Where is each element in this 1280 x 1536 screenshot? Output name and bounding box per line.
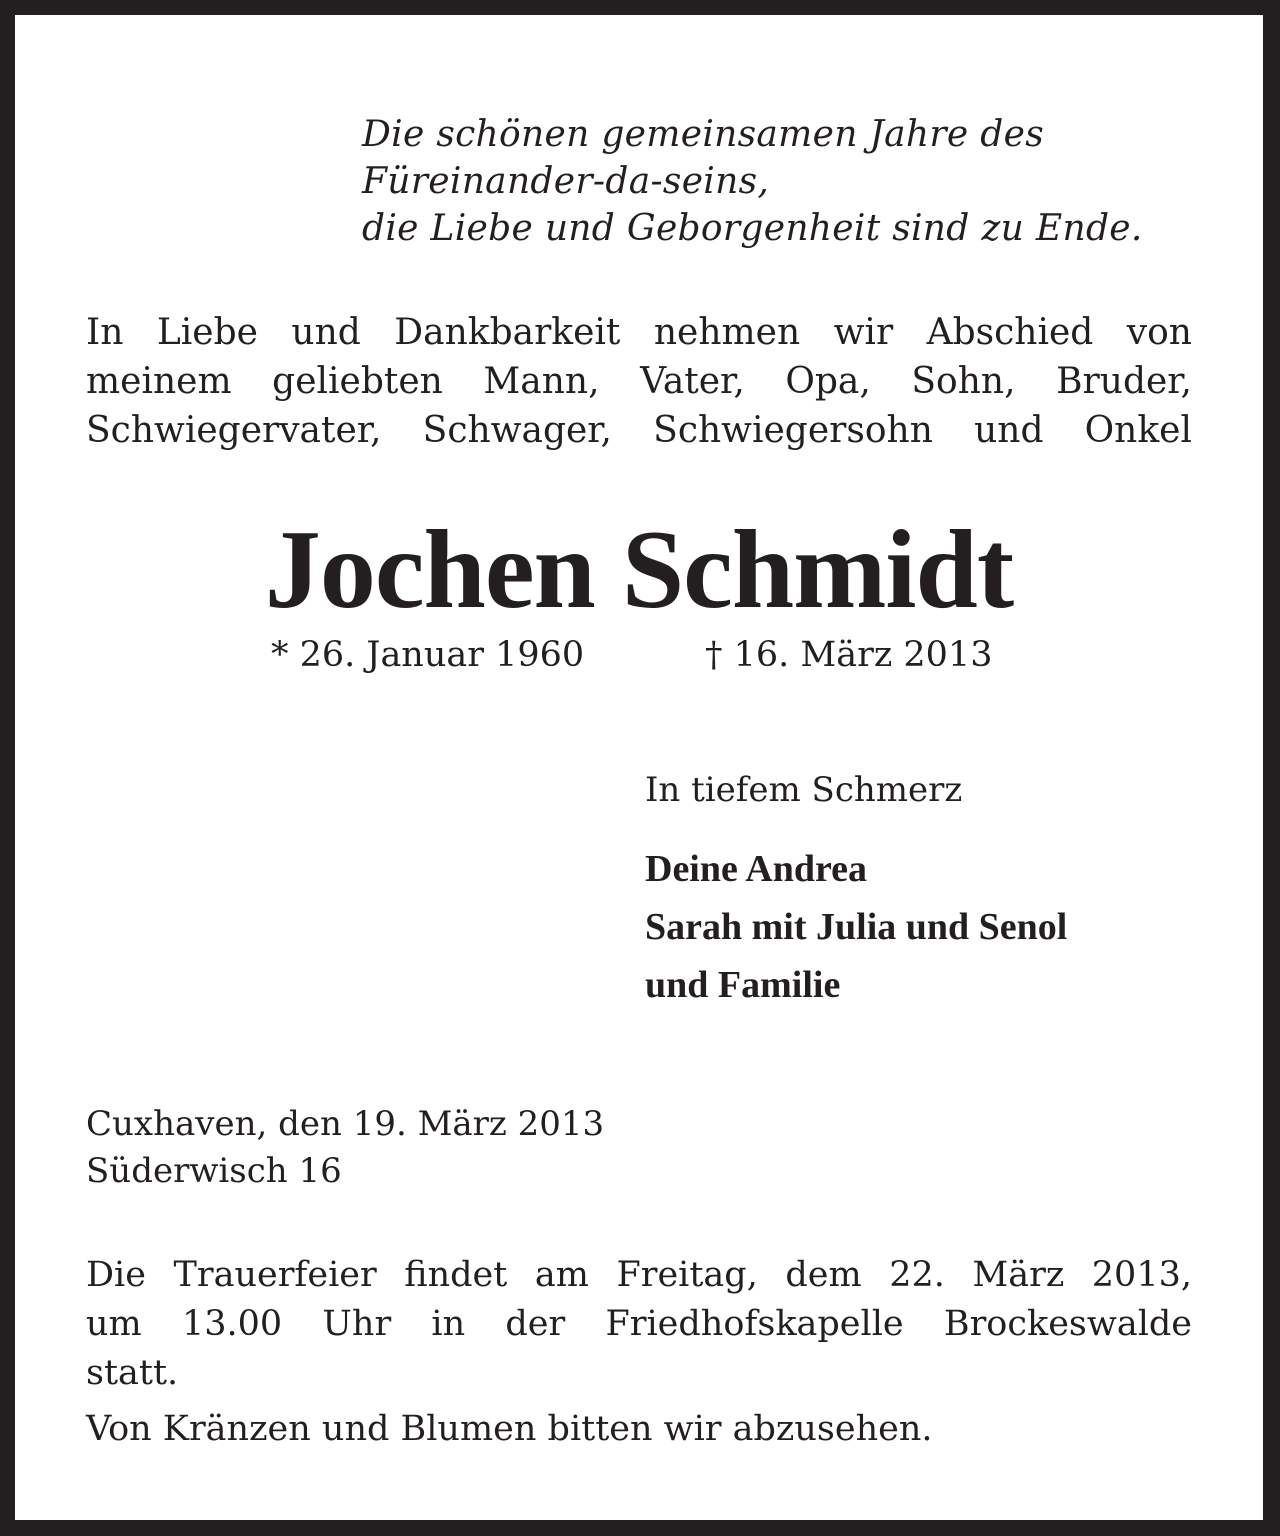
mourner-name: Deine Andrea: [645, 848, 868, 890]
motto-line: Füreinander-da-seins,: [362, 161, 770, 202]
service-line: statt.: [86, 1353, 179, 1393]
deceased-name: Jochen Schmidt: [264, 508, 1014, 632]
obituary-notice: [15, 15, 1263, 1520]
address-line: Süderwisch 16: [86, 1151, 342, 1191]
mourner-name: Sarah mit Julia und Senol: [645, 906, 1068, 948]
death-date: † 16. März 2013: [705, 635, 993, 675]
intro-line: In Liebe und Dankbarkeit nehmen wir Abschied von: [86, 312, 1192, 353]
service-line: Die Trauerfeier findet am Freitag, dem 22. März 2013,: [86, 1255, 1192, 1295]
service-line: um 13.00 Uhr in der Friedhofskapelle Brockeswalde: [86, 1304, 1192, 1344]
motto-line: Die schönen gemeinsamen Jahre des: [362, 114, 1044, 155]
birth-date: * 26. Januar 1960: [271, 635, 585, 675]
place-line: Cuxhaven, den 19. März 2013: [86, 1104, 605, 1144]
mourners-list: [645, 840, 1067, 1014]
intro-line: Schwiegervater, Schwager, Schwiegersohn und Onkel: [86, 410, 1192, 451]
intro-line: meinem geliebten Mann, Vater, Opa, Sohn, Bruder,: [86, 361, 1192, 402]
motto-line: die Liebe und Geborgenheit sind zu Ende.: [362, 208, 1143, 249]
farewell-intro: [86, 308, 1192, 455]
place-and-date: [86, 1101, 604, 1195]
mourners-heading: In tiefem Schmerz: [645, 770, 963, 810]
flowers-note: Von Kränzen und Blumen bitten wir abzusehen.: [86, 1409, 933, 1449]
mourner-name: und Familie: [645, 964, 841, 1006]
funeral-service-info: [86, 1251, 1192, 1398]
motto-quote: [362, 111, 1143, 252]
